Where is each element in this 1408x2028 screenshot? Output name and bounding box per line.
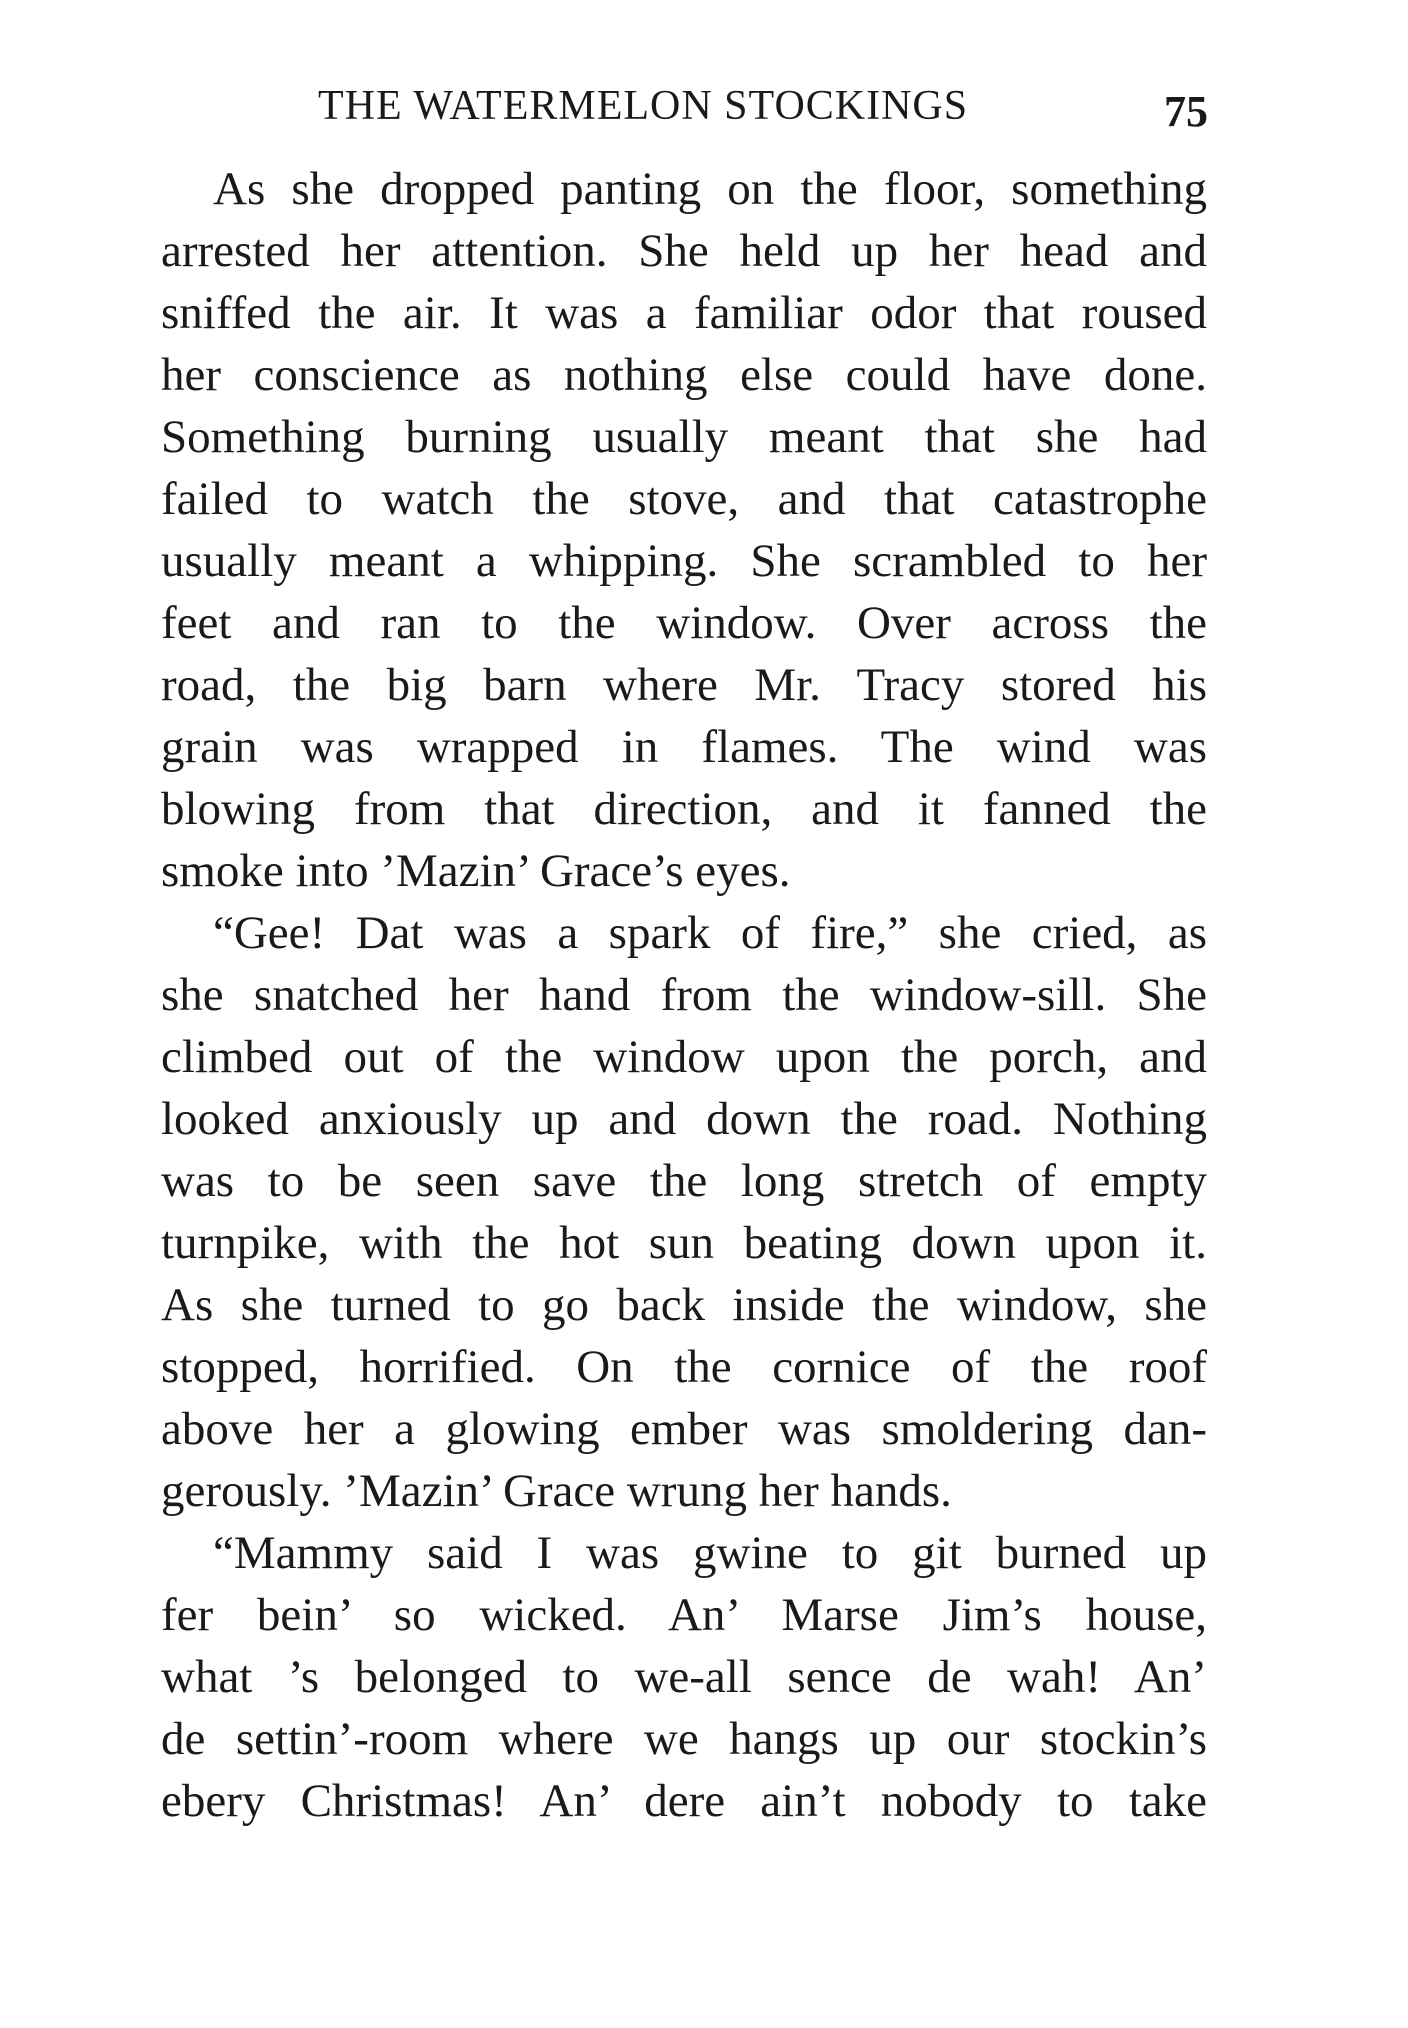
text-line: gerously. ’Mazin’ Grace wrung her hands. xyxy=(161,1465,952,1517)
text-line: Something burning usually meant that she had xyxy=(161,411,1207,463)
text-line: “Mammy said I was gwine to git burned up xyxy=(213,1527,1207,1579)
text-line: stopped, horrified. On the cornice of the roof xyxy=(161,1341,1207,1393)
text-line: usually meant a whipping. She scrambled to her xyxy=(161,535,1207,587)
text-line: As she turned to go back inside the window, she xyxy=(161,1279,1207,1331)
text-line: what ’s belonged to we-all sence de wah! An’ xyxy=(161,1651,1207,1703)
text-line: failed to watch the stove, and that catastrophe xyxy=(161,473,1207,525)
text-line: ebery Christmas! An’ dere ain’t nobody to take xyxy=(161,1775,1207,1827)
text-line: fer bein’ so wicked. An’ Marse Jim’s house, xyxy=(161,1589,1207,1641)
text-line: was to be seen save the long stretch of empty xyxy=(161,1155,1207,1207)
text-line: As she dropped panting on the floor, something xyxy=(213,163,1207,215)
text-line: blowing from that direction, and it fanned the xyxy=(161,783,1207,835)
text-line: road, the big barn where Mr. Tracy stored his xyxy=(161,659,1207,711)
text-line: her conscience as nothing else could have done. xyxy=(161,349,1207,401)
text-line: sniffed the air. It was a familiar odor that roused xyxy=(161,287,1207,339)
running-title: THE WATERMELON STOCKINGS xyxy=(318,83,969,129)
text-line: de settin’-room where we hangs up our stockin’s xyxy=(161,1713,1207,1765)
text-line: above her a glowing ember was smoldering dan- xyxy=(161,1403,1207,1455)
body-text xyxy=(161,158,1207,1832)
text-line: smoke into ’Mazin’ Grace’s eyes. xyxy=(161,845,791,897)
page-number: 75 xyxy=(1164,87,1208,136)
text-line: she snatched her hand from the window-sill. She xyxy=(161,969,1207,1021)
running-header xyxy=(0,76,1408,136)
text-line: turnpike, with the hot sun beating down upon it. xyxy=(161,1217,1207,1269)
text-line: looked anxiously up and down the road. Nothing xyxy=(161,1093,1207,1145)
text-line: grain was wrapped in flames. The wind was xyxy=(161,721,1207,773)
text-line: feet and ran to the window. Over across the xyxy=(161,597,1207,649)
text-line: arrested her attention. She held up her head and xyxy=(161,225,1207,277)
text-line: “Gee! Dat was a spark of fire,” she cried, as xyxy=(213,907,1207,959)
text-line: climbed out of the window upon the porch, and xyxy=(161,1031,1207,1083)
